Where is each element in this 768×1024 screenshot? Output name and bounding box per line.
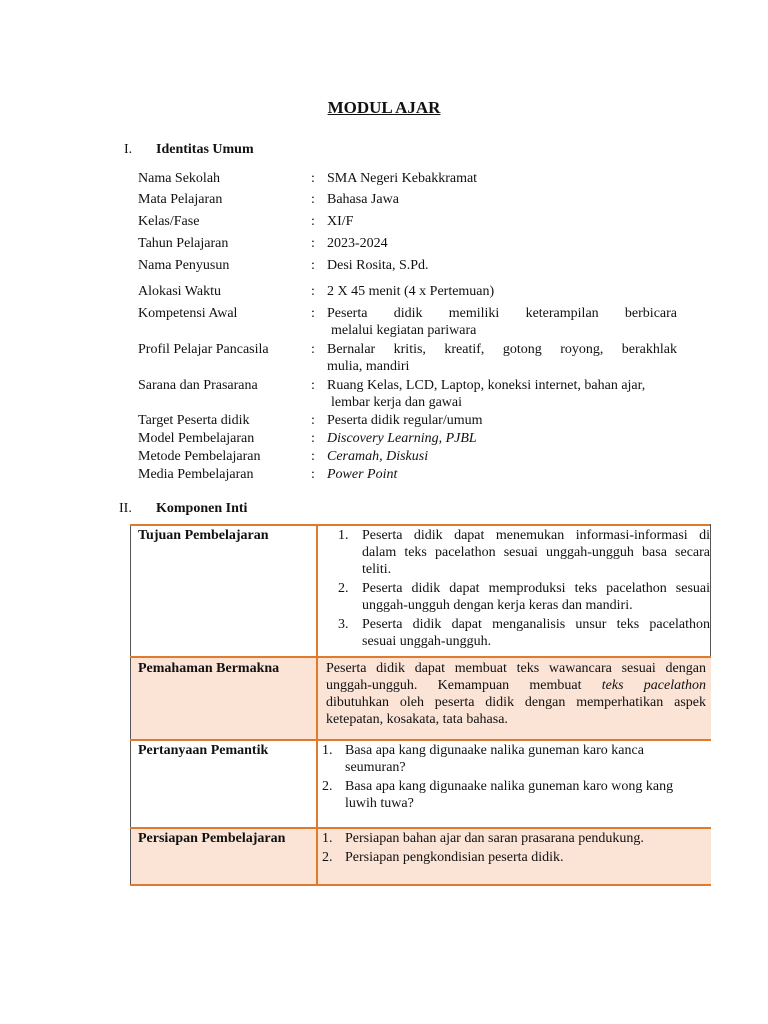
list-item xyxy=(322,830,710,847)
table-rule xyxy=(130,656,711,658)
identity-colon: : xyxy=(311,171,315,186)
identity-label: Alokasi Waktu xyxy=(138,284,221,299)
identity-label: Kompetensi Awal xyxy=(138,306,238,321)
document-title: MODUL AJAR xyxy=(327,98,441,117)
identity-label: Target Peserta didik xyxy=(138,413,250,428)
list-line: luwih tuwa? xyxy=(345,796,414,811)
identity-value: 2023-2024 xyxy=(327,236,388,251)
identity-row xyxy=(138,341,698,375)
identity-value: Desi Rosita, S.Pd. xyxy=(327,258,429,273)
identity-colon: : xyxy=(311,449,315,464)
identity-value: Discovery Learning, PJBL xyxy=(327,431,477,446)
section-1-title: Identitas Umum xyxy=(156,142,254,157)
list-line: Persiapan bahan ajar dan saran prasarana pendukung. xyxy=(345,831,644,846)
section-2-title: Komponen Inti xyxy=(156,501,248,516)
list-number: 2. xyxy=(322,850,333,865)
component-table xyxy=(130,524,711,886)
table-rule xyxy=(130,739,711,741)
section-1-number: I. xyxy=(124,142,133,157)
identity-row xyxy=(138,305,698,339)
identity-colon: : xyxy=(311,413,315,428)
list-number: 3. xyxy=(338,617,349,632)
list-line: Peserta didik dapat menemukan informasi-informasi di xyxy=(362,528,710,543)
identity-value-line: lembar kerja dan gawai xyxy=(331,395,462,410)
list-line: Peserta didik dapat memproduksi teks pacelathon sesuai xyxy=(362,581,710,596)
list-line: Persiapan pengkondisian peserta didik. xyxy=(345,850,564,865)
list-item xyxy=(322,742,710,776)
identity-value: XI/F xyxy=(327,214,354,229)
paragraph-line: ketepatan, kosakata, tata bahasa. xyxy=(326,712,508,727)
identity-colon: : xyxy=(311,342,315,357)
identity-value-line: melalui kegiatan pariwara xyxy=(331,323,477,338)
list-number: 1. xyxy=(322,743,333,758)
list-line: seumuran? xyxy=(345,760,406,775)
identity-colon: : xyxy=(311,306,315,321)
identity-value-line: Peserta didik memiliki keterampilan berbicara xyxy=(327,306,677,321)
identity-label: Tahun Pelajaran xyxy=(138,236,229,251)
identity-value-line: Bernalar kritis, kreatif, gotong royong, berakhlak xyxy=(327,342,677,357)
identity-colon: : xyxy=(311,214,315,229)
identity-colon: : xyxy=(311,467,315,482)
pertanyaan-list xyxy=(322,742,710,814)
list-line: Basa apa kang digunaake nalika guneman karo wong kang xyxy=(345,779,674,794)
paragraph-line xyxy=(326,677,706,694)
identity-colon: : xyxy=(311,284,315,299)
identity-colon: : xyxy=(311,236,315,251)
identity-value: Bahasa Jawa xyxy=(327,192,399,207)
identity-value: Power Point xyxy=(327,467,398,482)
identity-value-line: mulia, mandiri xyxy=(327,359,410,374)
identity-colon: : xyxy=(311,431,315,446)
table-rule xyxy=(130,524,711,526)
list-line: unggah-ungguh dengan kerja keras dan mandiri. xyxy=(362,598,633,613)
identity-colon: : xyxy=(311,192,315,207)
identity-value-line: Ruang Kelas, LCD, Laptop, koneksi internet, bahan ajar, xyxy=(327,378,646,393)
identity-label: Mata Pelajaran xyxy=(138,192,223,207)
identity-label: Sarana dan Prasarana xyxy=(138,378,258,393)
row-label-pertanyaan: Pertanyaan Pemantik xyxy=(138,743,269,758)
identity-label: Model Pembelajaran xyxy=(138,431,255,446)
table-rule xyxy=(130,884,711,886)
list-line: sesuai unggah-ungguh. xyxy=(362,634,492,649)
identity-colon: : xyxy=(311,378,315,393)
list-number: 1. xyxy=(338,528,349,543)
table-border-left xyxy=(130,524,131,886)
row-label-tujuan: Tujuan Pembelajaran xyxy=(138,528,269,543)
identity-label: Metode Pembelajaran xyxy=(138,449,261,464)
row-label-pemahaman: Pemahaman Bermakna xyxy=(138,661,280,676)
section-2-number: II. xyxy=(119,501,132,516)
list-item xyxy=(338,527,710,578)
paragraph-line: Peserta didik dapat membuat teks wawancara sesuai dengan xyxy=(326,661,706,676)
identity-value: SMA Negeri Kebakkramat xyxy=(327,171,478,186)
paragraph-segment: unggah-ungguh. Kemampuan membuat xyxy=(326,678,602,693)
list-line: Basa apa kang digunaake nalika guneman karo kanca xyxy=(345,743,644,758)
list-item xyxy=(338,580,710,614)
list-line: teliti. xyxy=(362,562,392,577)
row-label-persiapan: Persiapan Pembelajaran xyxy=(138,831,286,846)
identity-label: Kelas/Fase xyxy=(138,214,200,229)
identity-label: Media Pembelajaran xyxy=(138,467,254,482)
list-line: dalam teks pacelathon sesuai unggah-ungguh basa secara xyxy=(362,545,710,560)
list-item xyxy=(322,778,710,812)
pemahaman-text xyxy=(326,660,706,728)
identity-label: Profil Pelajar Pancasila xyxy=(138,342,269,357)
identity-value: Peserta didik regular/umum xyxy=(327,413,483,428)
table-rule xyxy=(130,827,711,829)
paragraph-segment-italic: teks pacelathon xyxy=(601,678,706,693)
identity-value: 2 X 45 menit (4 x Pertemuan) xyxy=(327,284,495,299)
list-item xyxy=(338,616,710,650)
list-number: 2. xyxy=(338,581,349,596)
list-item xyxy=(322,849,710,866)
list-line: Peserta didik dapat menganalisis unsur teks pacelathon xyxy=(362,617,710,632)
persiapan-list xyxy=(322,830,710,868)
identity-value xyxy=(327,305,677,339)
list-number: 1. xyxy=(322,831,333,846)
identity-value xyxy=(327,341,677,375)
identity-value: Ceramah, Diskusi xyxy=(327,449,429,464)
paragraph-line: dibutuhkan oleh peserta didik dengan memperhatikan aspek xyxy=(326,695,706,710)
table-divider xyxy=(316,524,318,886)
identity-label: Nama Penyusun xyxy=(138,258,230,273)
identity-row xyxy=(138,377,698,411)
identity-label: Nama Sekolah xyxy=(138,171,221,186)
table-border-right xyxy=(710,524,711,656)
identity-colon: : xyxy=(311,258,315,273)
tujuan-list xyxy=(338,527,710,652)
list-number: 2. xyxy=(322,779,333,794)
identity-value xyxy=(327,377,687,411)
